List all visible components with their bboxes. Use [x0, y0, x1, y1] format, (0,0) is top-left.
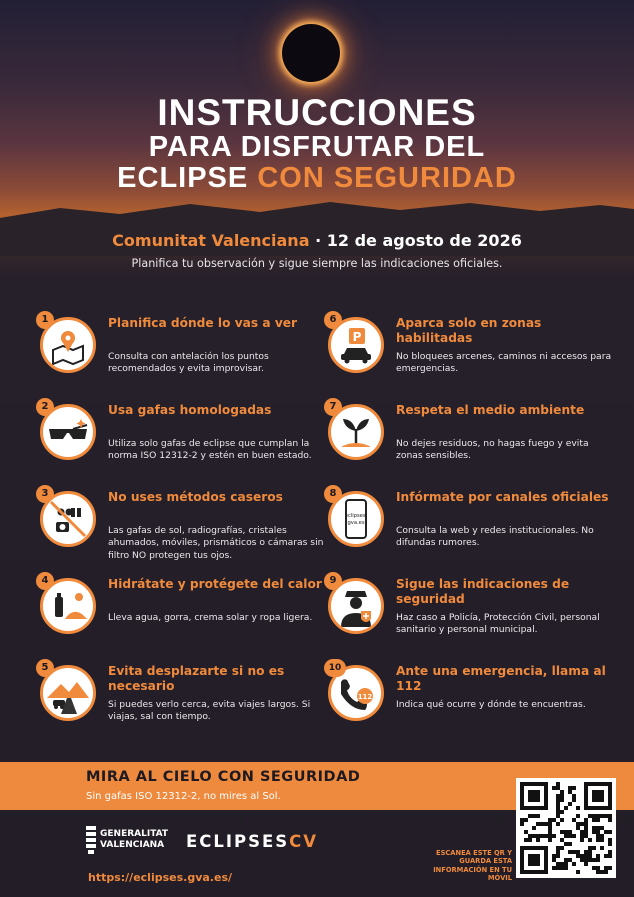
logo-line-1: GENERALITAT [100, 829, 169, 839]
title-line-3 [0, 162, 634, 195]
instruction-title: Planifica dónde lo vas a ver [108, 316, 298, 330]
region: Comunitat Valenciana [112, 231, 310, 250]
instruction-desc: Consulta con antelación los puntos recomendados y evita improvisar. [108, 351, 269, 375]
instruction-3 [36, 485, 326, 567]
instruction-desc: Si puedes verlo cerca, evita viajes largos. Si viajas, sal con tiempo. [108, 699, 311, 723]
event-date: 12 de agosto de 2026 [326, 231, 522, 250]
logo-eclipses: ECLIPSES [186, 832, 290, 851]
number-badge: 2 [36, 398, 54, 416]
instruction-10 [324, 659, 614, 741]
instruction-desc: Consulta la web y redes institucionales. No difundas rumores. [396, 525, 594, 549]
eclipse-icon [282, 24, 340, 82]
instruction-desc: Indica qué ocurre y dónde te encuentras. [396, 699, 586, 710]
band-headline: MIRA AL CIELO CON SEGURIDAD [86, 769, 361, 785]
instruction-5 [36, 659, 326, 741]
scan-instructions: ESCANEA ESTE QR Y GUARDA ESTA INFORMACIÓN EN TU MÓVIL [433, 849, 512, 883]
title-eclipse: ECLIPSE [117, 162, 249, 194]
number-badge: 9 [324, 572, 342, 590]
instruction-title: Evita desplazarte si no es necesario [108, 664, 285, 693]
svg-text:P: P [352, 330, 362, 344]
instruction-2 [36, 398, 326, 480]
instruction-desc: Utiliza solo gafas de eclipse que cumplan la norma ISO 12312-2 y estén en buen estado. [108, 438, 312, 462]
instruction-desc: No dejes residuos, no hagas fuego y evita zonas sensibles. [396, 438, 589, 462]
number-badge: 1 [36, 311, 54, 329]
instruction-desc: Haz caso a Policía, Protección Civil, personal sanitario y personal municipal. [396, 612, 600, 636]
instruction-title: Ante una emergencia, llama al 112 [396, 664, 606, 693]
instruction-desc: No bloquees arcenes, caminos ni accesos para emergencias. [396, 351, 612, 375]
eclipses-cv-logo [186, 832, 318, 851]
phone-screen-text-1: eclipses. [344, 513, 368, 519]
number-badge: 8 [324, 485, 342, 503]
number-badge: 4 [36, 572, 54, 590]
instruction-9 [324, 572, 614, 654]
number-badge: 7 [324, 398, 342, 416]
logo-cv: CV [289, 832, 319, 851]
number-badge: 10 [324, 659, 346, 677]
instruction-7 [324, 398, 614, 480]
instruction-title: Respeta el medio ambiente [396, 403, 585, 417]
generalitat-valenciana-logo [86, 826, 176, 858]
qr-code-pattern [516, 778, 616, 878]
number-badge: 6 [324, 311, 342, 329]
tagline: Planifica tu observación y sigue siempre las indicaciones oficiales. [131, 257, 503, 270]
title-con-seguridad: CON SEGURIDAD [257, 162, 517, 194]
qr-code[interactable] [516, 778, 616, 878]
instruction-desc: Lleva agua, gorra, crema solar y ropa ligera. [108, 612, 313, 623]
logo-line-2: VALENCIANA [100, 840, 165, 850]
emergency-number-text: 112 [357, 693, 373, 701]
instruction-title: No uses métodos caseros [108, 490, 283, 504]
number-badge: 5 [36, 659, 54, 677]
title-line-1: INSTRUCCIONES [157, 92, 477, 133]
instruction-8 [324, 485, 614, 567]
instruction-title: Usa gafas homologadas [108, 403, 272, 417]
instruction-1 [36, 311, 326, 393]
title-line-2: PARA DISFRUTAR DEL [148, 131, 486, 163]
region-date [0, 231, 634, 250]
instruction-desc: Las gafas de sol, radiografías, cristales ahumados, móviles, prismáticos o cámaras sin filtro NO protegen tus ojos. [108, 525, 324, 561]
instruction-6 [324, 311, 614, 393]
instruction-title: Hidrátate y protégete del calor [108, 577, 322, 591]
number-badge: 3 [36, 485, 54, 503]
separator: · [315, 231, 322, 250]
instruction-4 [36, 572, 326, 654]
instruction-title: Aparca solo en zonas habilitadas [396, 316, 542, 345]
band-subline: Sin gafas ISO 12312-2, no mires al Sol. [86, 791, 281, 802]
instruction-title: Sigue las indicaciones de seguridad [396, 577, 570, 606]
instruction-title: Infórmate por canales oficiales [396, 490, 609, 504]
website-link[interactable]: https://eclipses.gva.es/ [88, 871, 233, 884]
phone-screen-text-2: gva.es [347, 520, 365, 526]
